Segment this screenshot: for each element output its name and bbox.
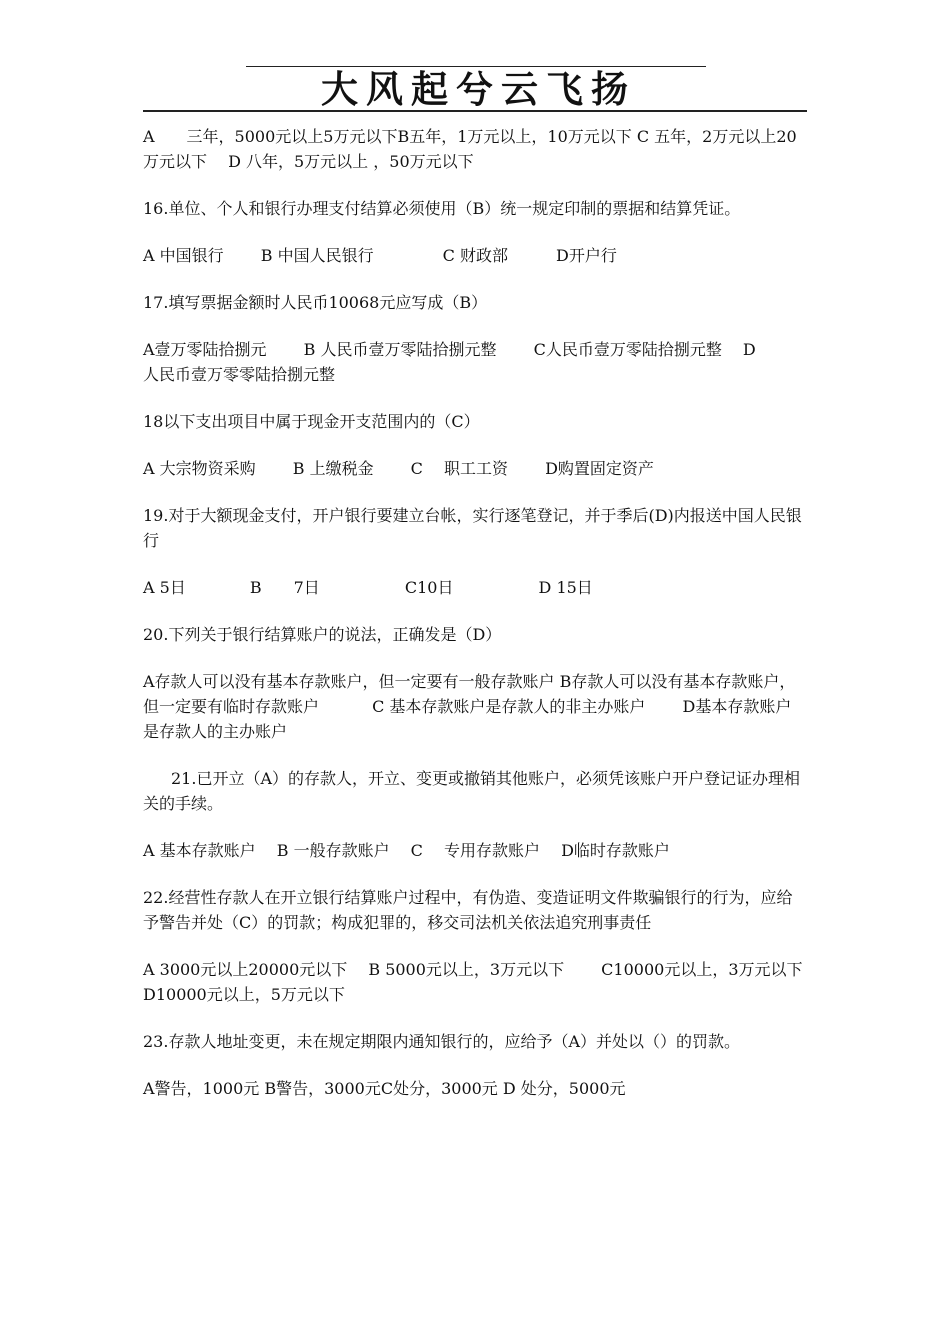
answer-options-q17: A壹万零陆拾捌元 B 人民币壹万零陆拾捌元整 C人民币壹万零陆拾捌元整 D 人民币壹万零零陆拾捌元整 (143, 340, 804, 384)
answer-options-q22: A 3000元以上20000元以下 B 5000元以上，3万元以下 C10000元以上，3万元以下 D10000元以上，5万元以下 (143, 960, 824, 1004)
question-21: 21.已开立（A）的存款人，开立、变更或撤销其他账户，必须凭该账户开户登记证办理相关的手续。 (143, 769, 801, 813)
question-19: 19.对于大额现金支付，开户银行要建立台帐，实行逐笔登记，并于季后(D)内报送中国人民银行 (143, 506, 802, 550)
question-18: 18以下支出项目中属于现金开支范围内的（C） (143, 412, 480, 431)
answer-options-q16: A 中国银行 B 中国人民银行 C 财政部 D开户行 (143, 246, 617, 265)
answer-options-q18: A 大宗物资采购 B 上缴税金 C 职工工资 D购置固定资产 (143, 459, 654, 478)
page-header (143, 60, 807, 116)
question-23: 23.存款人地址变更，未在规定期限内通知银行的，应给予（A）并处以（）的罚款。 (143, 1032, 741, 1051)
header-calligraphy-title: 大风起兮云飞扬 (321, 67, 636, 111)
question-20: 20.下列关于银行结算账户的说法，正确发是（D） (143, 625, 502, 644)
answer-options-q20: A存款人可以没有基本存款账户，但一定要有一般存款账户 B存款人可以没有基本存款账户，但一定要有临时存款账户 C 基本存款账户是存款人的非主办账户 D基本存款账户是存款人的主办账户 (143, 672, 796, 741)
answer-options-q19: A 5日 B 7日 C10日 D 15日 (143, 578, 593, 597)
answer-options-q21: A 基本存款账户 B 一般存款账户 C 专用存款账户 D临时存款账户 (143, 841, 670, 860)
question-17: 17.填写票据金额时人民币10068元应写成（B） (143, 293, 488, 312)
answer-options-q15: A 三年，5000元以上5万元以下B五年，1万元以上，10万元以下 C 五年，2万元以上20万元以下 D 八年，5万元以上 ，50万元以下 (143, 127, 797, 171)
question-16: 16.单位、个人和银行办理支付结算必须使用（B）统一规定印制的票据和结算凭证。 (143, 199, 741, 218)
document-body (143, 124, 824, 1123)
header-bottom-rule (143, 110, 807, 112)
question-22: 22.经营性存款人在开立银行结算账户过程中，有伪造、变造证明文件欺骗银行的行为，应给予警告并处（C）的罚款；构成犯罪的，移交司法机关依法追究刑事责任 (143, 888, 793, 932)
answer-options-q23: A警告，1000元 B警告，3000元C处分，3000元 D 处分，5000元 (143, 1079, 626, 1098)
